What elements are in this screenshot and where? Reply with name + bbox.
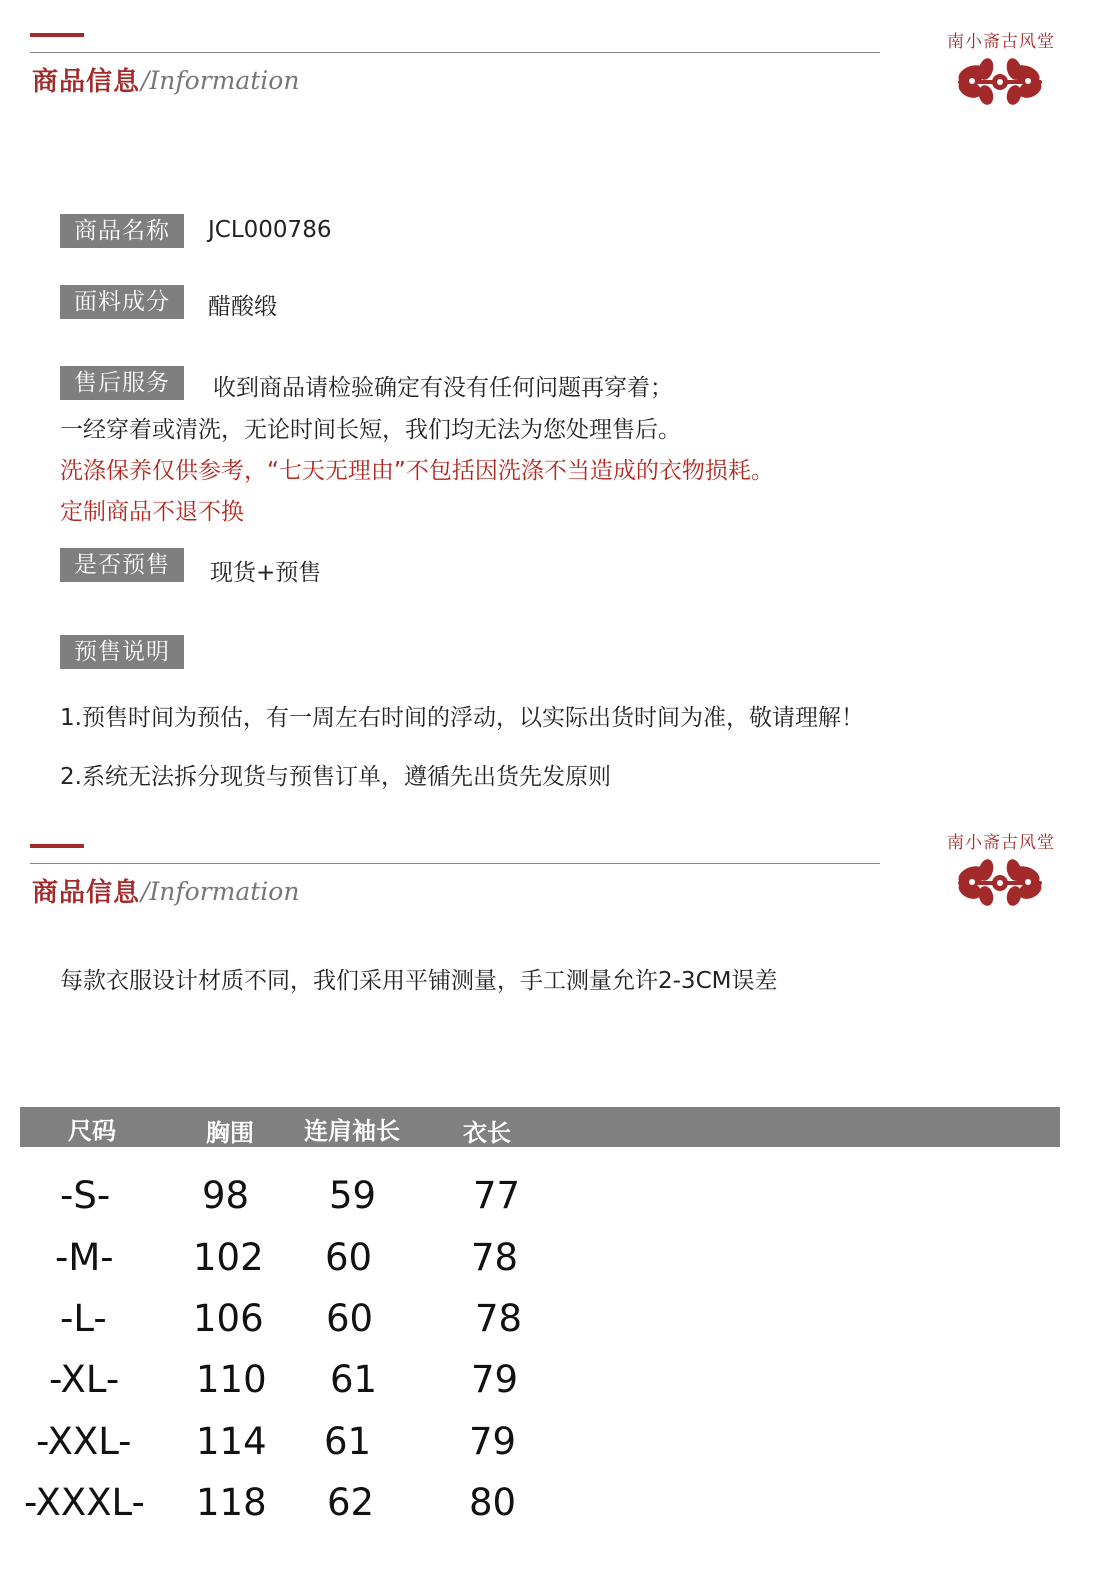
header-divider xyxy=(30,863,880,864)
section-header-1 xyxy=(0,33,1100,143)
after-sales-warning-line: 洗涤保养仅供参考，“七天无理由”不包括因洗涤不当造成的衣物损耗。 xyxy=(60,458,774,484)
brand-seal-text: 南小斋古风堂 xyxy=(947,32,1055,52)
chest-cell: 118 xyxy=(196,1481,267,1524)
size-cell: -S- xyxy=(60,1174,111,1217)
table-row xyxy=(0,1174,1100,1234)
header-divider xyxy=(30,52,880,53)
fabric-label: 面料成分 xyxy=(60,285,184,319)
size-cell: -M- xyxy=(55,1236,114,1279)
red-flower-ornament-icon xyxy=(950,51,1060,111)
length-cell: 78 xyxy=(475,1297,523,1340)
length-cell: 79 xyxy=(471,1358,519,1401)
size-cell: -XXXL- xyxy=(24,1481,145,1524)
section-subtitle: /Information xyxy=(141,66,300,95)
chest-cell: 114 xyxy=(196,1420,267,1463)
size-table-header xyxy=(20,1107,1060,1147)
table-row xyxy=(0,1236,1100,1296)
length-cell: 77 xyxy=(473,1174,521,1217)
fabric-value: 醋酸缎 xyxy=(208,294,277,320)
sleeve-cell: 61 xyxy=(324,1420,372,1463)
measurement-note: 每款衣服设计材质不同，我们采用平铺测量，手工测量允许2-3CM误差 xyxy=(60,968,778,994)
header-body-length: 衣长 xyxy=(463,1119,511,1147)
sleeve-cell: 62 xyxy=(327,1481,375,1524)
after-sales-label: 售后服务 xyxy=(60,366,184,400)
table-row xyxy=(0,1481,1100,1541)
table-row xyxy=(0,1358,1100,1418)
presale-note-1: 1.预售时间为预估，有一周左右时间的浮动，以实际出货时间为准，敬请理解！ xyxy=(60,705,864,731)
length-cell: 79 xyxy=(469,1420,517,1463)
chest-cell: 106 xyxy=(193,1297,264,1340)
size-cell: -L- xyxy=(60,1297,107,1340)
table-row xyxy=(0,1420,1100,1480)
section-subtitle: /Information xyxy=(141,877,300,906)
section-header-2 xyxy=(0,833,1100,954)
custom-no-return-line: 定制商品不退不换 xyxy=(60,499,244,525)
brand-logo xyxy=(945,834,1063,914)
product-name-value: JCL000786 xyxy=(208,217,332,243)
table-row xyxy=(0,1297,1100,1357)
after-sales-line-2: 一经穿着或清洗，无论时间长短，我们均无法为您处理售后。 xyxy=(60,417,681,443)
header-sleeve-length: 连肩袖长 xyxy=(304,1117,400,1145)
length-cell: 78 xyxy=(471,1236,519,1279)
presale-note-label: 预售说明 xyxy=(60,635,184,669)
header-accent-bar xyxy=(30,33,84,37)
chest-cell: 110 xyxy=(196,1358,267,1401)
red-flower-ornament-icon xyxy=(950,852,1060,912)
sleeve-cell: 60 xyxy=(325,1236,373,1279)
chest-cell: 102 xyxy=(193,1236,264,1279)
section-title: 商品信息 xyxy=(32,67,141,97)
sleeve-cell: 59 xyxy=(329,1174,377,1217)
section-title: 商品信息 xyxy=(32,878,141,908)
after-sales-line-1: 收到商品请检验确定有没有任何问题再穿着； xyxy=(213,375,673,401)
presale-label: 是否预售 xyxy=(60,548,184,582)
sleeve-cell: 60 xyxy=(326,1297,374,1340)
header-chest: 胸围 xyxy=(206,1119,254,1147)
size-cell: -XXL- xyxy=(36,1420,132,1463)
presale-note-2: 2.系统无法拆分现货与预售订单，遵循先出货先发原则 xyxy=(60,764,611,790)
header-accent-bar xyxy=(30,844,84,848)
size-cell: -XL- xyxy=(49,1358,120,1401)
presale-value: 现货+预售 xyxy=(210,560,322,586)
sleeve-cell: 61 xyxy=(330,1358,378,1401)
product-name-label: 商品名称 xyxy=(60,214,184,248)
header-size: 尺码 xyxy=(68,1117,116,1145)
length-cell: 80 xyxy=(469,1481,517,1524)
brand-seal-text: 南小斋古风堂 xyxy=(947,833,1055,853)
chest-cell: 98 xyxy=(202,1174,250,1217)
brand-logo xyxy=(945,33,1063,113)
